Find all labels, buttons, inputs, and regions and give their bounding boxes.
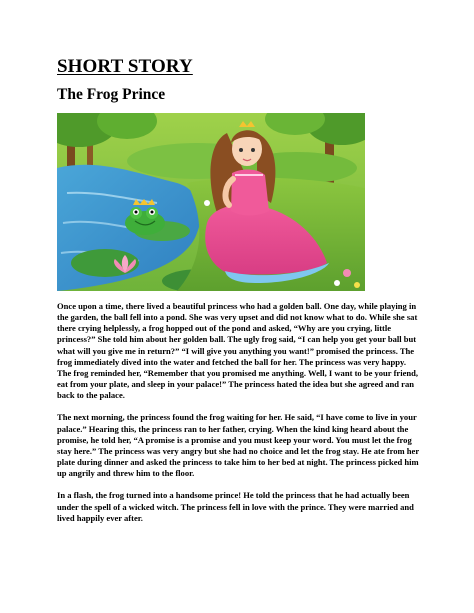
story-paragraph-2: The next morning, the princess found the frog waiting for her. He said, “I have come to live in your palace.” Hearing this, the princess ran to her father, crying. When the kind king heard about the promise, he told her, “A promise is a promise and you must keep your word. You must let the frog stay here.” The princess was very angry but she had no choice and let the frog stay. He ate from her plate during dinner and asked the princess to take him to her bed at night. The princess picked him up angrily and threw him to the floor. xyxy=(57,412,419,479)
story-body xyxy=(57,301,419,535)
document-heading: SHORT STORY xyxy=(57,56,193,77)
story-title: The Frog Prince xyxy=(57,86,166,103)
story-paragraph-3: In a flash, the frog turned into a handsome prince! He told the princess that he had actually been under the spell of a wicked witch. The princess fell in love with the prince. They were married and lived happily ever after. xyxy=(57,490,414,523)
story-paragraph-1: Once upon a time, there lived a beautiful princess who had a golden ball. One day, while playing in the garden, the ball fell into a pond. She was very upset and did not know what to do. While she sat there crying helplessly, a frog hopped out of the pond and asked, “Why are you crying, little princess?” She told him about her golden ball. The ugly frog said, “I can help you get your ball but what will you give me in return?” “I will give you anything you want!” promised the princess. The frog immediately dived into the water and fetched the ball for her. The princess was very happy. The frog reminded her, “Remember that you promised me anything. Well, I want to be your friend, eat from your plate, and sleep in your palace!” The princess hated the idea but she agreed and ran back to the palace. xyxy=(57,301,419,401)
frog-prince-illustration xyxy=(57,113,365,291)
